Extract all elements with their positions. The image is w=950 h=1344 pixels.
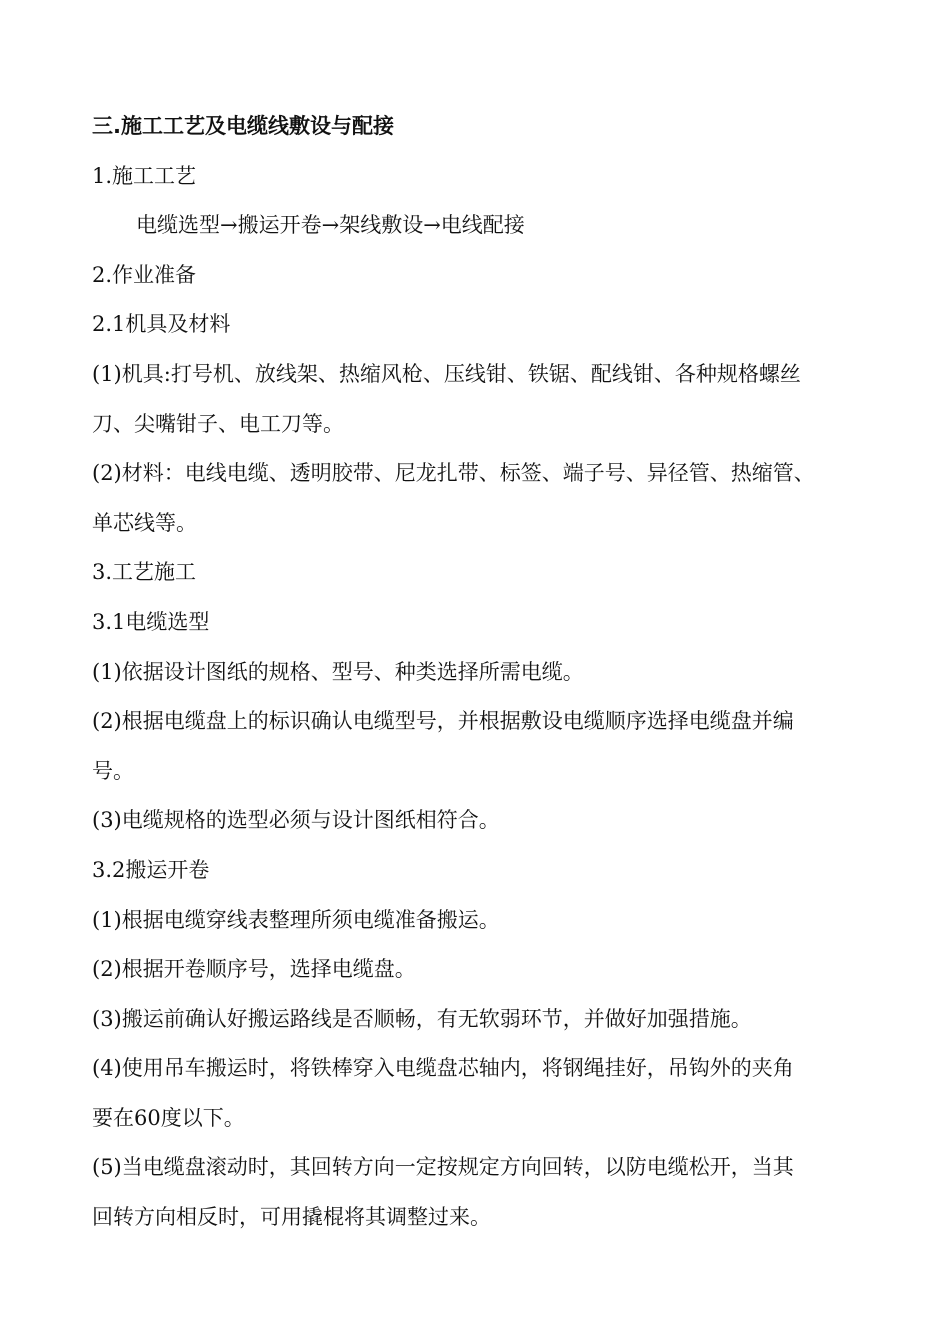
section-heading: 三.施工工艺及电缆线敷设与配接 — [92, 114, 394, 138]
paragraph-line: (3)搬运前确认好搬运路线是否顺畅，有无软弱环节，并做好加强措施。 — [92, 1006, 752, 1031]
paragraph-line: (2)材料：电线电缆、透明胶带、尼龙扎带、标签、端子号、异径管、热缩管、 — [92, 461, 815, 486]
subheading-transport-unwinding: 3.2搬运开卷 — [92, 857, 210, 882]
paragraph-line: (1)机具:打号机、放线架、热缩风枪、压线钳、铁锯、配线钳、各种规格螺丝 — [92, 361, 801, 386]
paragraph-line: 要在60度以下。 — [92, 1105, 245, 1130]
subheading-preparation: 2.作业准备 — [92, 262, 197, 287]
paragraph-line: (3)电缆规格的选型必须与设计图纸相符合。 — [92, 808, 500, 833]
process-flow-text: 电缆选型→搬运开卷→架线敷设→电线配接 — [136, 213, 525, 238]
document-body — [92, 102, 882, 1243]
paragraph-line: 单芯线等。 — [92, 510, 197, 535]
paragraph-line: 回转方向相反时，可用撬棍将其调整过来。 — [92, 1205, 491, 1230]
paragraph-line: (2)根据电缆盘上的标识确认电缆型号，并根据敷设电缆顺序选择电缆盘并编 — [92, 709, 794, 734]
paragraph-line: (2)根据开卷顺序号，选择电缆盘。 — [92, 957, 416, 982]
paragraph-line: (5)当电缆盘滚动时，其回转方向一定按规定方向回转，以防电缆松开，当其 — [92, 1155, 794, 1180]
paragraph-line: (1)依据设计图纸的规格、型号、种类选择所需电缆。 — [92, 659, 584, 684]
subheading-construction-process: 1.施工工艺 — [92, 163, 197, 188]
paragraph-line: (4)使用吊车搬运时，将铁棒穿入电缆盘芯轴内，将钢绳挂好，吊钩外的夹角 — [92, 1056, 794, 1081]
paragraph-line: (1)根据电缆穿线表整理所须电缆准备搬运。 — [92, 907, 500, 932]
subheading-process-construction: 3.工艺施工 — [92, 560, 197, 585]
paragraph-line: 号。 — [92, 758, 134, 783]
paragraph-line: 刀、尖嘴钳子、电工刀等。 — [92, 411, 344, 436]
subheading-tools-materials: 2.1机具及材料 — [92, 312, 231, 337]
subheading-cable-selection: 3.1电缆选型 — [92, 609, 210, 634]
